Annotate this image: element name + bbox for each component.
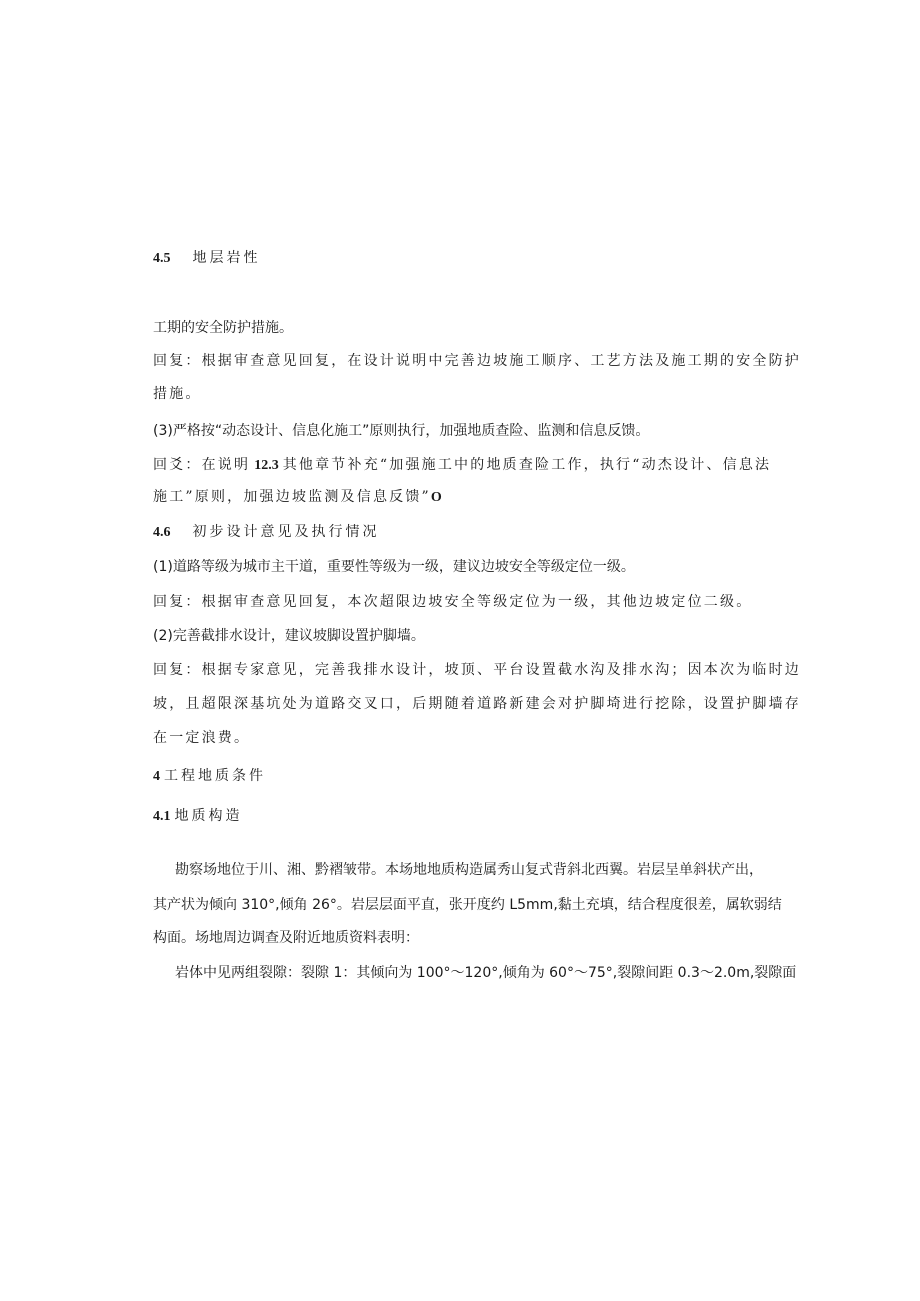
section-title: 地质构造 xyxy=(174,808,243,824)
body-paragraph-line: 其产状为倾向 310°,倾角 26°。岩层层面平直，张开度约 L5mm,黏土充填，结合程度很差，属软弱结 xyxy=(153,897,782,913)
section-number: 4.1 xyxy=(153,809,171,824)
chapter-number: 4 xyxy=(153,769,160,784)
requirement-item-1: (1)道路等级为城市主干道，重要性等级为一级，建议边坡安全等级定位一级。 xyxy=(153,559,635,575)
requirement-item-2: (2)完善截排水设计，建议坡脚设置护脚墙。 xyxy=(153,628,425,644)
chapter-title: 工程地质条件 xyxy=(164,768,266,784)
reply-line xyxy=(153,487,442,508)
reply-line: 回复：根据专家意见，完善我排水设计，坡顶、平台设置截水沟及排水沟；因本次为临时边 xyxy=(153,662,801,678)
body-paragraph-line: 岩体中见两组裂隙：裂隙 1：其倾向为 100°～120°,倾角为 60°～75°,裂隙间距 0.3～2.0m,裂隙面 xyxy=(175,965,797,981)
reply-text: 回爻：在说明 xyxy=(153,457,251,473)
reference-number: 12.3 xyxy=(254,458,279,473)
section-number: 4.5 xyxy=(153,251,171,266)
section-title: 初步设计意见及执行情况 xyxy=(192,524,380,540)
body-paragraph-line: 勘察场地位于川、湘、黔褶皱带。本场地地质构造属秀山复式背斜北西翼。岩层呈单斜状产出， xyxy=(175,862,763,878)
chapter-heading-4 xyxy=(153,766,266,787)
reply-line: 措施。 xyxy=(153,386,202,402)
section-heading-4-5 xyxy=(153,248,261,269)
section-heading-4-1 xyxy=(153,806,243,827)
body-paragraph-line: 构面。场地周边调查及附近地质资料表明： xyxy=(153,930,419,946)
reply-line: 在一定浪费。 xyxy=(153,730,251,746)
reply-line: 坡，且超限深基坑处为道路交叉口，后期随着道路新建会对护脚埼进行挖除，设置护脚墙存 xyxy=(153,696,801,712)
section-number: 4.6 xyxy=(153,525,171,540)
reply-line: 回复：根据审查意见回复，本次超限边坡安全等级定位为一级，其他边坡定位二级。 xyxy=(153,594,753,610)
section-heading-4-6 xyxy=(153,522,380,543)
reply-line: 回复：根据审查意见回复，在设计说明中完善边坡施工顺序、工艺方法及施工期的安全防护 xyxy=(153,353,801,369)
paragraph-line: 工期的安全防护措施。 xyxy=(153,320,293,336)
reply-text: 施工”原则，加强边坡监测及信息反馈” xyxy=(153,489,431,505)
requirement-item-3: (3)严格按“动态设计、信息化施工”原则执行，加强地质查险、监测和信息反馈。 xyxy=(153,423,650,439)
section-title: 地层岩性 xyxy=(192,250,261,266)
reply-text: 其他章节补充“加强施工中的地质查险工作，执行“动杰设计、信息法 xyxy=(282,457,772,473)
reply-end-mark: O xyxy=(430,490,442,505)
reply-line xyxy=(153,455,771,476)
